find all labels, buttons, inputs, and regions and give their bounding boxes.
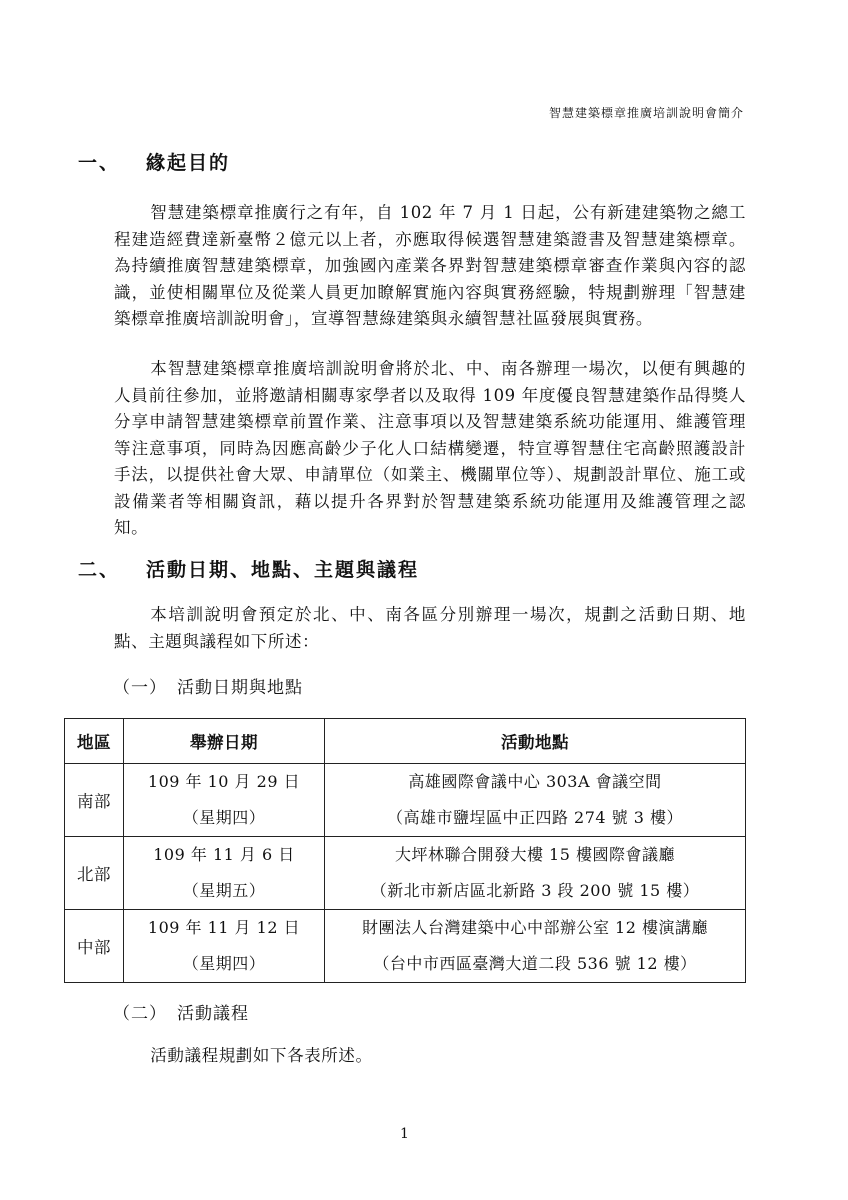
section-1-heading <box>78 148 230 175</box>
row-venue: 財團法人台灣建築中心中部辦公室 12 樓演講廳 <box>361 918 709 937</box>
row-weekday: （星期四） <box>182 954 266 973</box>
header-region: 地區 <box>65 719 124 764</box>
row-weekday: （星期四） <box>182 808 266 827</box>
subsection-2-heading <box>113 999 249 1024</box>
row-region: 中部 <box>65 910 124 983</box>
row-address: （新北市新店區北新路 3 段 200 號 15 樓） <box>370 881 700 900</box>
subsection-2-title: 活動議程 <box>177 1004 249 1024</box>
row-region: 北部 <box>65 837 124 910</box>
row-address: （台中市西區臺灣大道二段 536 號 12 樓） <box>373 954 697 973</box>
header-venue: 活動地點 <box>325 719 746 764</box>
section-1-paragraph-2: 本智慧建築標章推廣培訓說明會將於北、中、南各辦理一場次，以便有興趣的人員前往參加，並將邀請相關專家學者以及取得 109 年度優良智慧建築作品得獎人分享申請智慧建築標章前置作業、注意事項以及智慧建築系統功能運用、維護管理等注意事項，同時為因應高齡少子化人口結構變遷，特宣導智慧住宅高齡照護設計手法，以提供社會大眾、申請單位（如業主、機關單位等）、規劃設計單位、施工或設備業者等相關資訊，藉以提升各界對於智慧建築系統功能運用及維護管理之認知。 <box>114 359 746 537</box>
row-date: 109 年 11 月 6 日 <box>153 845 295 864</box>
row-venue-cell <box>325 764 746 837</box>
subsection-1-heading <box>113 673 303 698</box>
running-header: 智慧建築標章推廣培訓說明會簡介 <box>548 106 744 120</box>
row-date-cell <box>124 764 325 837</box>
venue-table-header-row <box>65 719 746 764</box>
row-date-cell <box>124 910 325 983</box>
row-date: 109 年 11 月 12 日 <box>147 918 301 937</box>
row-venue: 大坪林聯合開發大樓 15 樓國際會議廳 <box>394 845 676 864</box>
section-2-title: 活動日期、地點、主題與議程 <box>146 559 420 581</box>
table-row <box>65 764 746 837</box>
section-1-number: 一、 <box>78 152 121 174</box>
subsection-1-number: （一） <box>113 678 167 698</box>
section-2-intro: 本培訓說明會預定於北、中、南各區分別辦理一場次，規劃之活動日期、地點、主題與議程如下所述： <box>114 605 746 651</box>
page-number: 1 <box>400 1126 409 1142</box>
row-venue: 高雄國際會議中心 303A 會議空間 <box>408 772 662 791</box>
row-weekday: （星期五） <box>182 881 266 900</box>
table-row <box>65 910 746 983</box>
agenda-note: 活動議程規劃如下各表所述。 <box>150 1046 373 1065</box>
venue-table <box>64 718 746 983</box>
section-2-number: 二、 <box>78 559 121 581</box>
section-2-heading <box>78 555 419 582</box>
row-date: 109 年 10 月 29 日 <box>147 772 301 791</box>
section-1-title: 緣起目的 <box>146 152 231 174</box>
subsection-2-number: （二） <box>113 1004 167 1024</box>
row-address: （高雄市鹽埕區中正四路 274 號 3 樓） <box>386 808 684 827</box>
row-date-cell <box>124 837 325 910</box>
section-1-paragraph-1: 智慧建築標章推廣行之有年，自 102 年 7 月 1 日起，公有新建建築物之總工程建造經費達新臺幣２億元以上者，亦應取得候選智慧建築證書及智慧建築標章。為持續推廣智慧建築標章，加強國內產業各界對智慧建築標章審查作業與內容的認識，並使相關單位及從業人員更加瞭解實施內容與實務經驗，特規劃辦理「智慧建築標章推廣培訓說明會」，宣導智慧綠建築與永續智慧社區發展與實務。 <box>114 203 746 328</box>
header-date: 舉辦日期 <box>124 719 325 764</box>
row-region: 南部 <box>65 764 124 837</box>
table-row <box>65 837 746 910</box>
row-venue-cell <box>325 910 746 983</box>
subsection-1-title: 活動日期與地點 <box>177 678 303 698</box>
row-venue-cell <box>325 837 746 910</box>
